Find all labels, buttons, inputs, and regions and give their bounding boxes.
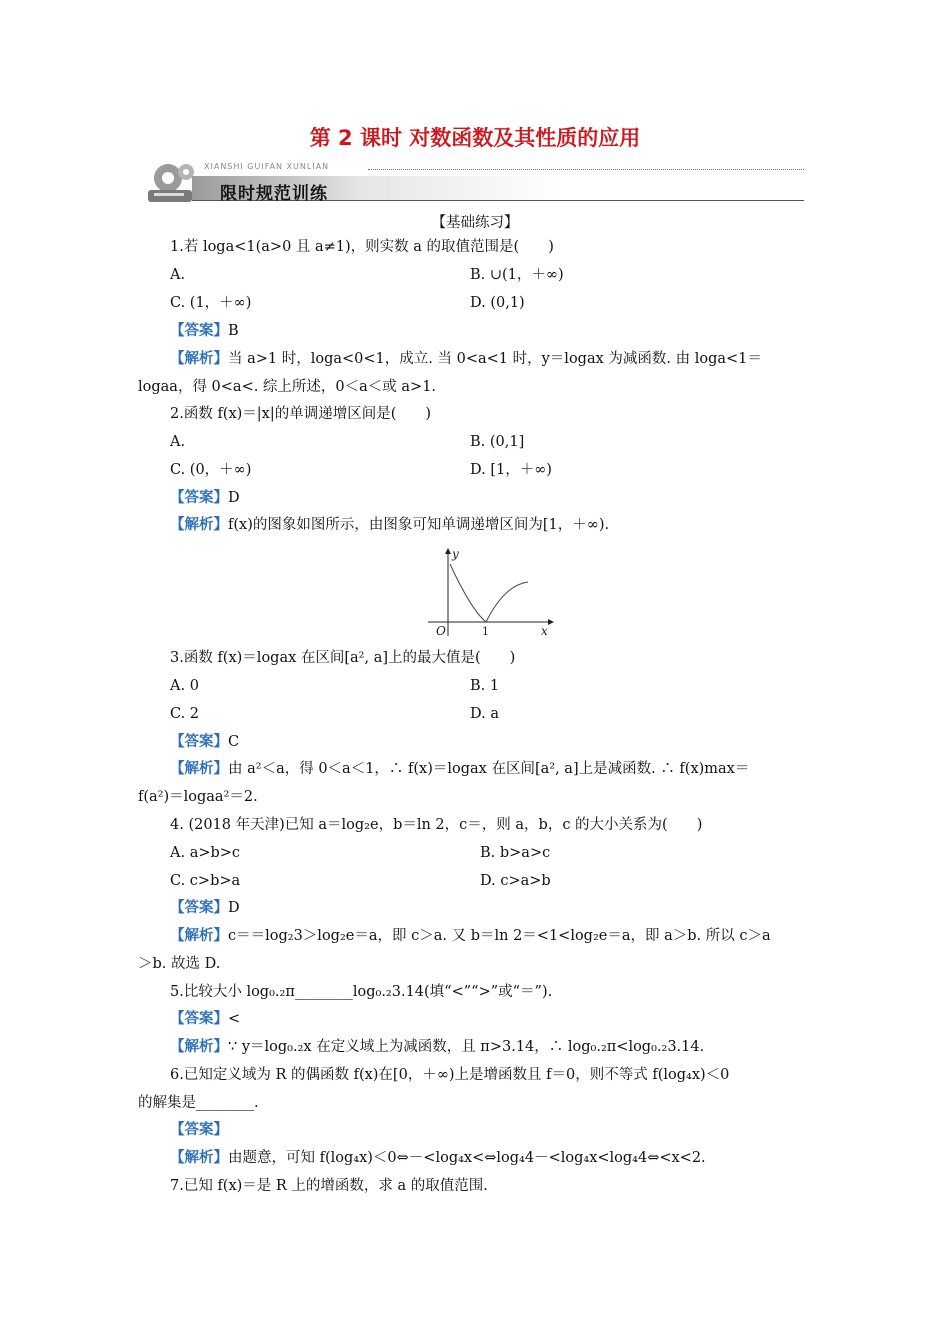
graph-right-branch — [486, 582, 528, 622]
q1-analysis-text1: 当 a>1 时，loga<0<1，成立. 当 0<a<1 时，y＝logax 为减函数. 由 loga<1＝ — [228, 351, 762, 367]
section-heading: 【基础练习】 — [431, 215, 519, 231]
q1-option-d: D. (0,1) — [470, 295, 525, 311]
q2-option-d: D. [1，＋∞) — [470, 462, 552, 478]
q2-answer-value: D — [228, 490, 240, 506]
q2-answer — [170, 488, 240, 508]
answer-tag: 【答案】 — [170, 1121, 228, 1138]
q4-answer-value: D — [228, 900, 240, 916]
analysis-tag: 【解析】 — [170, 1038, 228, 1055]
banner-dotted-rule — [368, 169, 804, 170]
q5-answer — [170, 1009, 240, 1029]
q4-option-c: C. c>b>a — [170, 873, 241, 889]
q3-analysis-line2: f(a²)＝logaa²＝2. — [138, 789, 258, 805]
q6-stem-line2: 的解集是________. — [138, 1095, 259, 1111]
graph-left-branch — [450, 564, 486, 622]
analysis-tag: 【解析】 — [170, 350, 228, 367]
analysis-tag: 【解析】 — [170, 760, 228, 777]
q5-analysis — [170, 1037, 704, 1057]
graph-origin-label: O — [436, 624, 446, 638]
analysis-tag: 【解析】 — [170, 516, 228, 533]
q4-analysis-text1: c＝＝log₂3＞log₂e＝a，即 c＞a. 又 b＝ln 2＝<1<log₂e＝a，即 a＞b. 所以 c＞a — [228, 928, 771, 944]
q1-stem: 1.若 loga<1(a>0 且 a≠1)，则实数 a 的取值范围是( ) — [170, 239, 554, 255]
q4-answer — [170, 898, 240, 918]
graph-y-arrow-icon — [445, 548, 451, 554]
q3-stem: 3.函数 f(x)＝logax 在区间[a², a]上的最大值是( ) — [170, 650, 516, 666]
q2-analysis-text: f(x)的图象如图所示，由图象可知单调递增区间为[1，＋∞). — [228, 517, 610, 533]
q5-stem: 5.比较大小 log₀.₂π________log₀.₂3.14(填“<”“>”或“＝”). — [170, 984, 553, 1000]
page-title: 第 2 课时 对数函数及其性质的应用 — [309, 126, 641, 150]
graph-tick-label: 1 — [482, 625, 489, 638]
q4-stem: 4. (2018 年天津)已知 a＝log₂e，b＝ln 2，c＝，则 a，b，c 的大小关系为( ) — [170, 817, 703, 833]
q6-stem-line1: 6.已知定义域为 R 的偶函数 f(x)在[0，＋∞)上是增函数且 f＝0，则不等式 f(log₄x)＜0 — [170, 1067, 730, 1083]
graph-y-label: y — [452, 547, 459, 561]
q2-option-b: B. (0,1] — [470, 434, 525, 450]
q3-analysis-text1: 由 a²＜a，得 0＜a＜1，∴ f(x)＝logax 在区间[a², a]上是减函数. ∴ f(x)max＝ — [228, 761, 750, 777]
q4-option-a: A. a>b>c — [170, 845, 241, 861]
q3-option-c: C. 2 — [170, 706, 200, 722]
q5-answer-value: < — [228, 1011, 241, 1027]
q2-option-c: C. (0，＋∞) — [170, 462, 252, 478]
q2-function-graph — [424, 546, 554, 638]
q4-option-b: B. b>a>c — [480, 845, 551, 861]
q6-answer — [170, 1120, 228, 1140]
q1-analysis-line1 — [170, 349, 762, 369]
q6-analysis — [170, 1148, 706, 1168]
q4-option-d: D. c>a>b — [480, 873, 551, 889]
analysis-tag: 【解析】 — [170, 1149, 228, 1166]
graph-x-arrow-icon — [548, 619, 554, 625]
q2-option-a: A. — [170, 434, 186, 450]
q1-option-b: B. ∪(1，＋∞) — [470, 267, 564, 283]
q3-option-d: D. a — [470, 706, 499, 722]
q7-stem: 7.已知 f(x)＝是 R 上的增函数，求 a 的取值范围. — [170, 1178, 488, 1194]
q1-answer-value: B — [228, 323, 239, 339]
q4-analysis-line1 — [170, 926, 771, 946]
q1-analysis-line2: logaa，得 0<a<. 综上所述，0＜a＜或 a>1. — [138, 379, 437, 395]
banner-pinyin: XIANSHI GUIFAN XUNLIAN — [204, 162, 330, 171]
q1-answer — [170, 321, 239, 341]
answer-tag: 【答案】 — [170, 322, 228, 339]
q3-analysis-line1 — [170, 759, 749, 779]
answer-tag: 【答案】 — [170, 733, 228, 750]
q6-analysis-text: 由题意，可知 f(log₄x)＜0⇔－<log₄x<⇔log₄4－<log₄x<log₄4⇔<x<2. — [228, 1150, 706, 1166]
graph-x-label: x — [541, 624, 548, 638]
q1-option-a: A. — [170, 267, 186, 283]
q2-stem: 2.函数 f(x)＝|x|的单调递增区间是( ) — [170, 406, 432, 422]
q5-analysis-text: ∵ y＝log₀.₂x 在定义域上为减函数，且 π>3.14，∴ log₀.₂π<log₀.₂3.14. — [228, 1039, 705, 1055]
q3-answer — [170, 732, 239, 752]
q3-option-b: B. 1 — [470, 678, 500, 694]
q1-option-c: C. (1，＋∞) — [170, 295, 252, 311]
section-banner — [140, 158, 804, 208]
q3-answer-value: C — [228, 734, 240, 750]
banner-label: 限时规范训练 — [220, 184, 328, 204]
analysis-tag: 【解析】 — [170, 927, 228, 944]
q2-analysis — [170, 515, 609, 535]
q3-option-a: A. 0 — [170, 678, 199, 694]
answer-tag: 【答案】 — [170, 489, 228, 506]
answer-tag: 【答案】 — [170, 1010, 228, 1027]
q4-analysis-line2: ＞b. 故选 D. — [138, 956, 221, 972]
answer-tag: 【答案】 — [170, 899, 228, 916]
